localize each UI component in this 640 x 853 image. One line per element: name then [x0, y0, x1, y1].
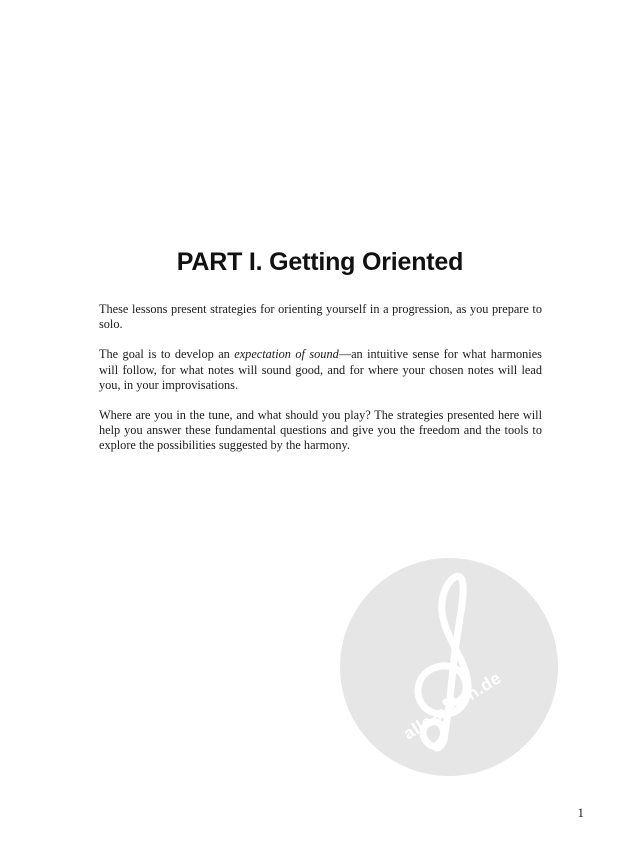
page-title: PART I. Getting Oriented — [176, 248, 464, 276]
paragraph-2-rest: —an intuitive sense for what harmonies will follow, for what notes will sound good, and for where your chosen notes will lead you, in your improvisations. — [99, 347, 542, 392]
paragraph-3-text: Where are you in the tune, and what should you play? The strategies presented here will help you answer these fundamental questions and give you the freedom and the tools to explore the possibilities suggested by the harmony. — [99, 408, 542, 453]
watermark — [340, 558, 558, 776]
body-text — [99, 302, 542, 469]
paragraph-3 — [99, 408, 542, 454]
page-number: 1 — [577, 805, 584, 820]
paragraph-2 — [99, 347, 542, 393]
paragraph-1 — [99, 302, 542, 332]
watermark-text: alle-noten.de — [400, 668, 505, 744]
paragraph-2-lead: The goal is to develop an — [99, 347, 235, 362]
paragraph-1-text: These lessons present strategies for orienting yourself in a progression, as you prepare to solo. — [99, 302, 542, 332]
paragraph-2-emphasis: expectation of sound — [234, 347, 339, 362]
